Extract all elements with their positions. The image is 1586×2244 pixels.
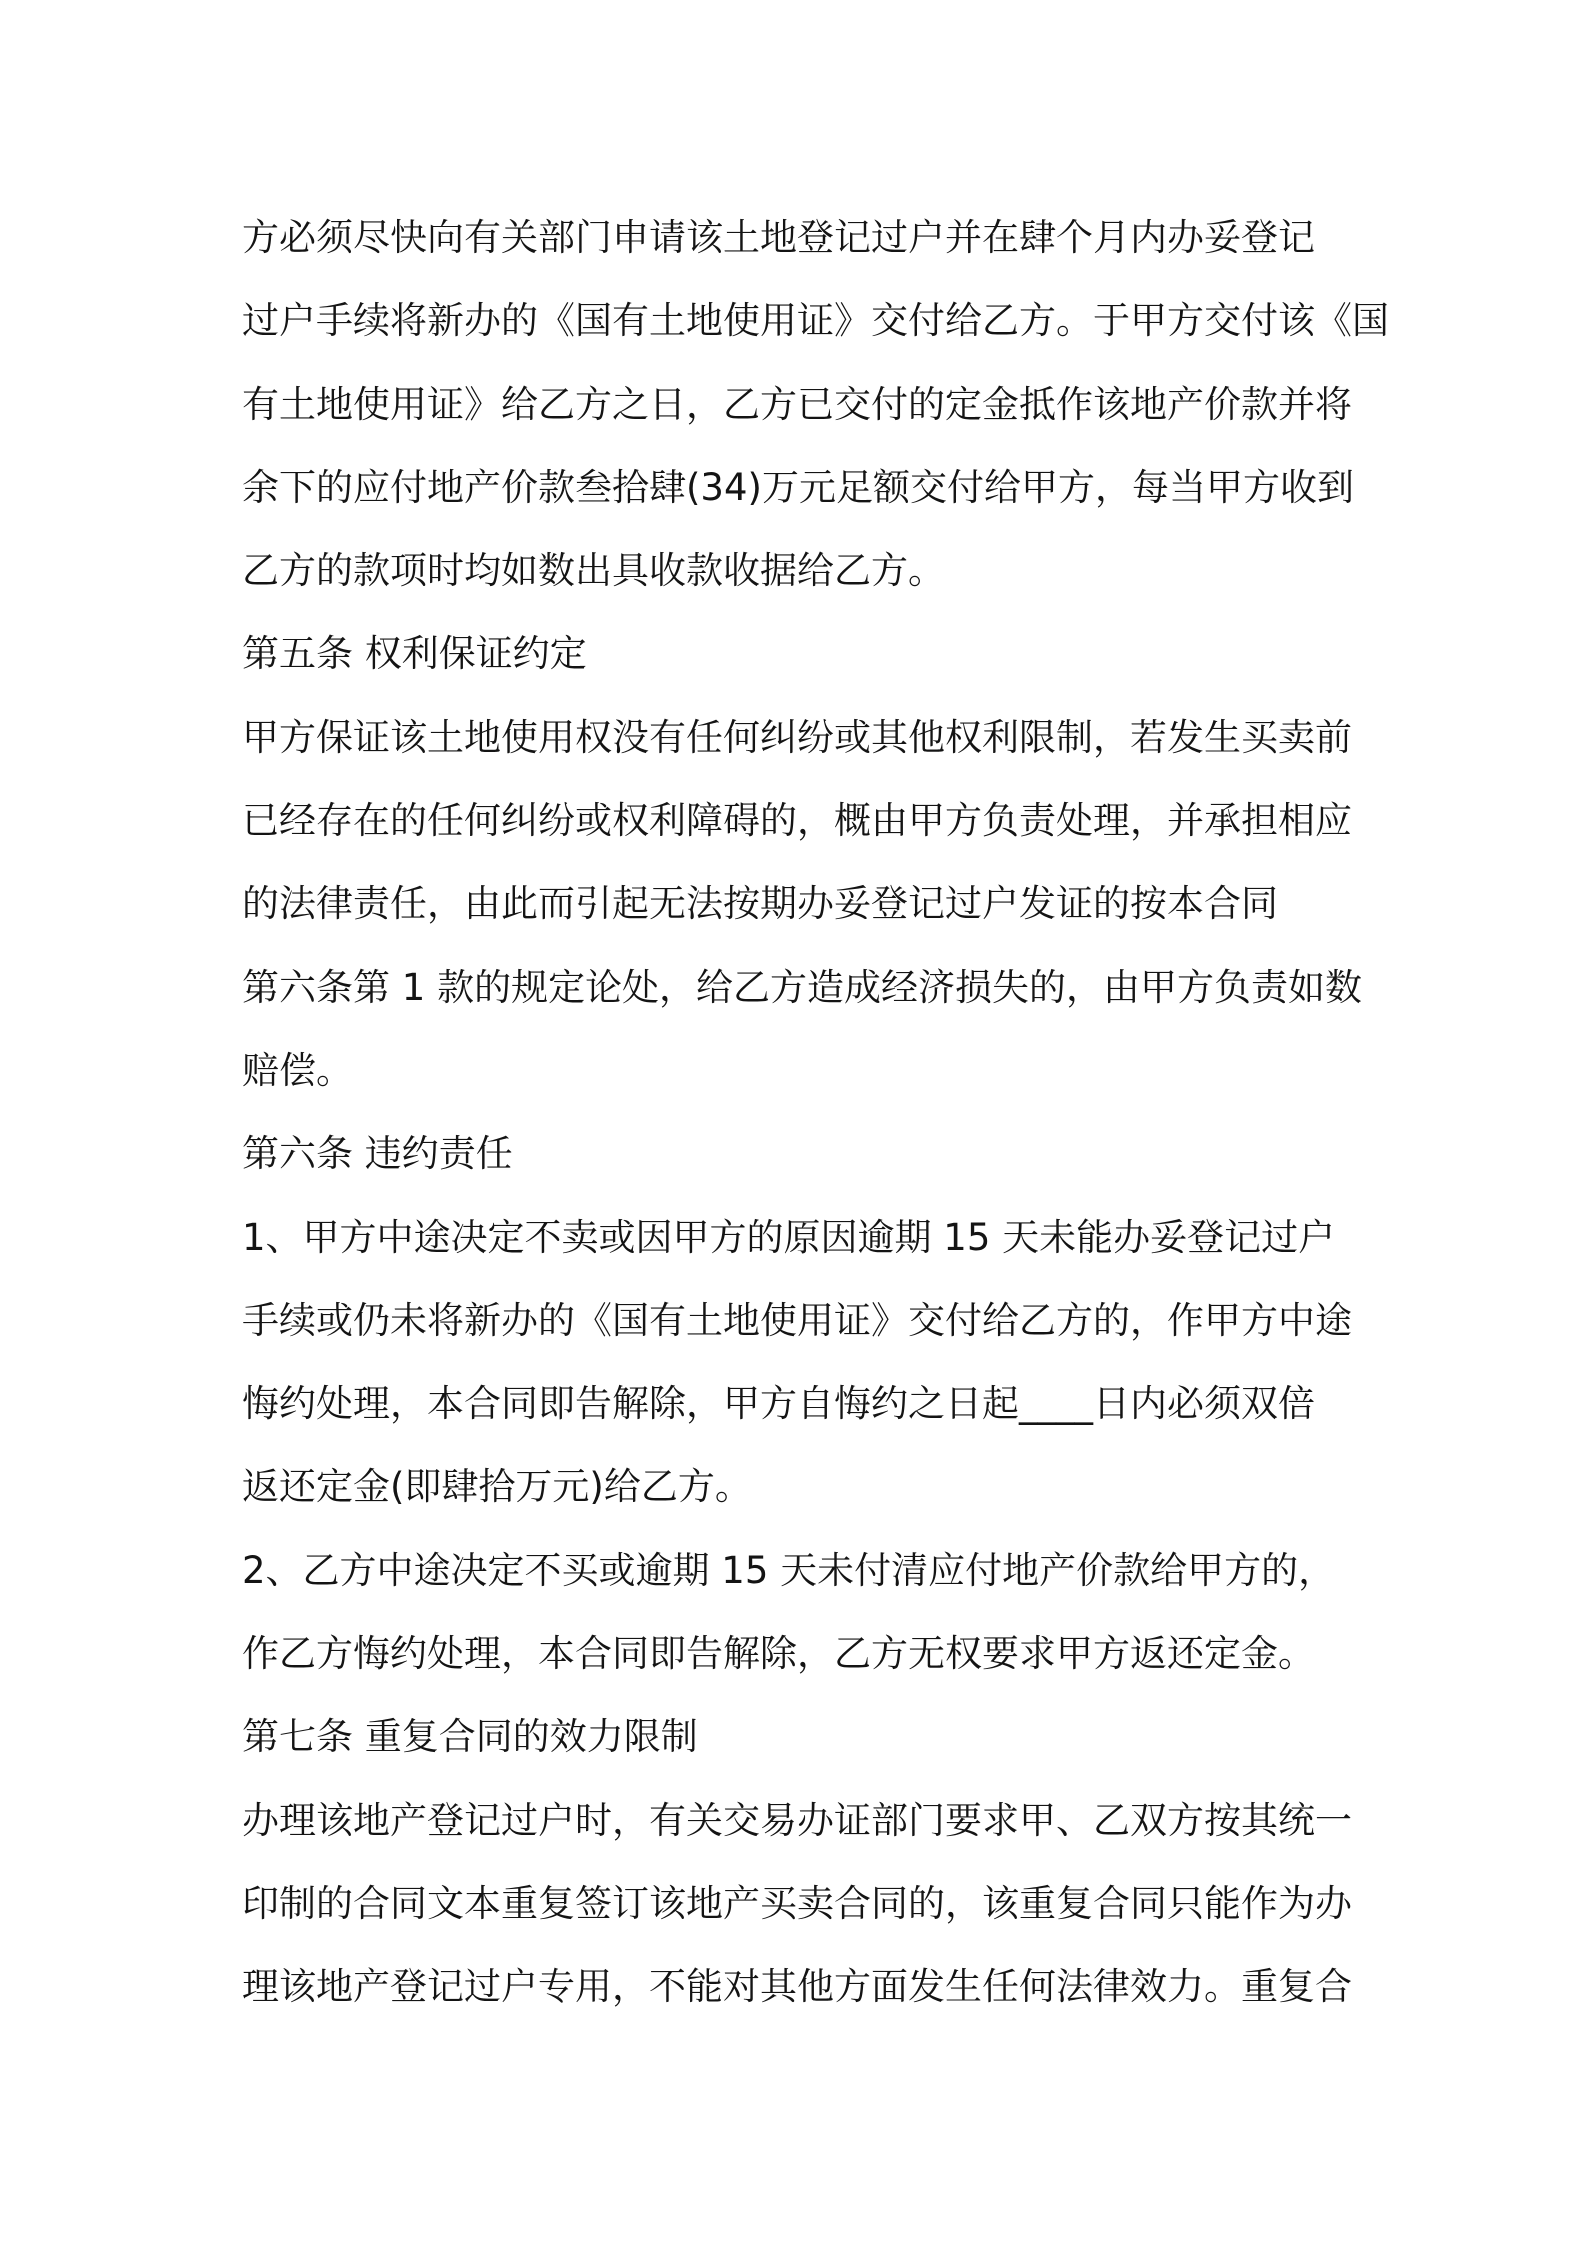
text-line: 作乙方悔约处理，本合同即告解除，乙方无权要求甲方返还定金。 [242,1632,1315,1676]
text-line: 乙方的款项时均如数出具收款收据给乙方。 [242,549,945,593]
text-line: 方必须尽快向有关部门申请该土地登记过户并在肆个月内办妥登记 [242,216,1315,259]
text-line: 的法律责任，由此而引起无法按期办妥登记过户发证的按本合同 [242,882,1278,926]
text-line: 余下的应付地产价款叁拾肆(34)万元足额交付给甲方，每当甲方收到 [242,465,1354,509]
text-line: 过户手续将新办的《国有土地使用证》交付给乙方。于甲方交付该《国 [242,299,1389,343]
text-line: 1、甲方中途决定不卖或因甲方的原因逾期 15 天未能办妥登记过户 [242,1215,1336,1259]
text-line: 2、乙方中途决定不买或逾期 15 天未付清应付地产价款给甲方的， [242,1548,1336,1592]
text-line: 悔约处理，本合同即告解除，甲方自悔约之日起____日内必须双倍 [242,1382,1315,1426]
text-line: 第六条第 1 款的规定论处，给乙方造成经济损失的，由甲方负责如数 [242,965,1363,1009]
text-line: 理该地产登记过户专用，不能对其他方面发生任何法律效力。重复合 [242,1965,1352,2009]
text-line: 印制的合同文本重复签订该地产买卖合同的，该重复合同只能作为办 [242,1881,1352,1925]
document-body [242,196,1389,2029]
text-line: 赔偿。 [242,1048,353,1092]
section-heading: 第五条 权利保证约定 [242,632,587,676]
text-line: 办理该地产登记过户时，有关交易办证部门要求甲、乙双方按其统一 [242,1798,1352,1842]
text-line: 已经存在的任何纠纷或权利障碍的，概由甲方负责处理，并承担相应 [242,799,1352,843]
text-line: 返还定金(即肆拾万元)给乙方。 [242,1465,752,1509]
section-heading: 第七条 重复合同的效力限制 [242,1715,698,1759]
text-line: 有土地使用证》给乙方之日，乙方已交付的定金抵作该地产价款并将 [242,382,1352,426]
section-heading: 第六条 违约责任 [242,1132,513,1176]
text-line: 甲方保证该土地使用权没有任何纠纷或其他权利限制，若发生买卖前 [242,715,1352,759]
text-line: 手续或仍未将新办的《国有土地使用证》交付给乙方的，作甲方中途 [242,1298,1352,1342]
